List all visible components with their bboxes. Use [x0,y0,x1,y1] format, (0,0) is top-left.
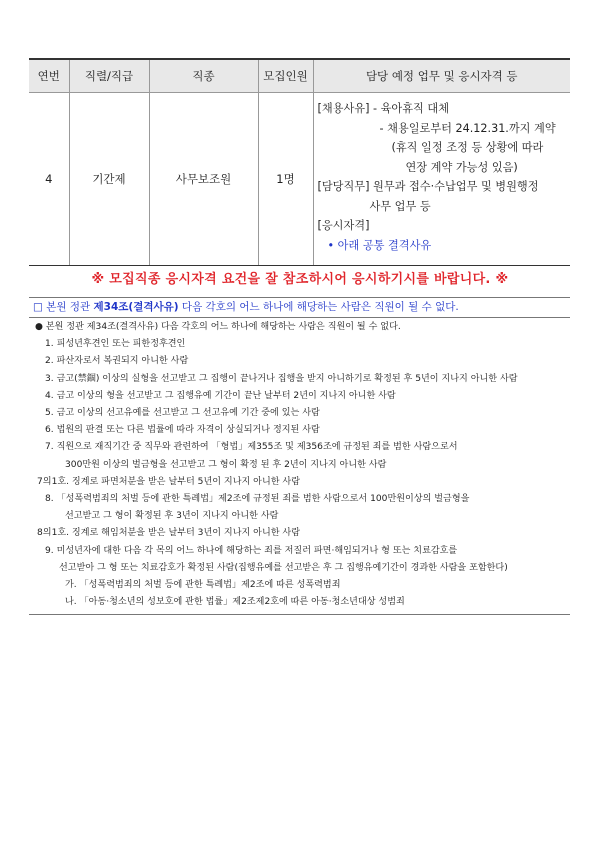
duty-line: 사무 업무 등 [369,199,431,213]
cell-type: 사무보조원 [149,93,258,266]
cell-no: 4 [29,93,69,266]
duty-line: (휴직 일정 조정 등 상황에 따라 [391,141,544,154]
header-prefix: □ 본원 정관 [33,301,94,313]
disqualification-box [29,297,570,615]
list-item: 가. 「성폭력범죄의 처벌 등에 관한 특례법」제2조에 따른 성폭력범죄 [65,580,341,591]
list-item: 300만원 이상의 벌금형을 선고받고 그 형이 확정 된 후 2년이 지나지 아니한 사람 [65,459,387,470]
list-item: 3. 금고(禁錮) 이상의 실형을 선고받고 그 집행이 끝나거나 집행을 받지 아니하기로 확정된 후 5년이 지나지 아니한 사람 [45,373,518,384]
cell-count: 1명 [258,93,313,266]
header-count: 모집인원 [258,59,313,93]
list-item: 5. 금고 이상의 선고유예를 선고받고 그 선고유예 기간 중에 있는 사람 [45,408,320,419]
header-no: 연번 [29,59,69,93]
list-item: 7. 직원으로 재직기간 중 직무와 관련하여 「형법」제355조 및 제356조에 규정된 죄를 범한 사람으로서 [45,442,458,453]
list-item: 6. 법원의 판결 또는 다른 법률에 따라 자격이 상실되거나 정지된 사람 [45,425,320,436]
duty-line: [응시자격] [317,219,370,232]
header-series: 직렬/직급 [69,59,149,93]
list-item: 4. 금고 이상의 형을 선고받고 그 집행유예 기간이 끝난 날부터 2년이 지나지 아니한 사람 [45,390,396,401]
cell-duty [313,93,570,266]
list-item: 9. 미성년자에 대한 다음 각 목의 어느 하나에 해당하는 죄를 저질러 파면·해임되거나 형 또는 치료감호를 [45,545,458,556]
notice-text: ※ 모집직종 응시자격 요건을 잘 참조하시어 응시하기시를 바랍니다. ※ [91,272,509,287]
list-item: 선고받고 그 형이 확정된 후 3년이 지나지 아니한 사람 [65,511,279,522]
list-item: 7의1호. 징계로 파면처분을 받은 날부터 5년이 지나지 아니한 사람 [37,476,300,487]
list-item: 2. 파산자로서 복권되지 아니한 사람 [45,356,189,367]
list-item: 8의1호. 징계로 해임처분을 받은 날부터 3년이 지나지 아니한 사람 [37,528,300,539]
duty-line: [담당직무] 원무과 접수·수납업무 및 병원행정 [317,180,539,193]
list-item: 8. 「성폭력범죄의 처벌 등에 관한 특례법」제2조에 규정된 죄를 범한 사람으로서 100만원이상의 벌금형을 [45,494,470,505]
disqualification-list [29,318,570,615]
duty-line: [채용사유] - 육아휴직 대체 [317,102,450,115]
duty-line: • 아래 공통 결격사유 [327,238,432,252]
header-suffix: 다음 각호의 어느 하나에 해당하는 사람은 직원이 될 수 없다. [178,301,459,313]
header-duty: 담당 예정 업무 및 응시자격 등 [313,59,570,93]
disqualification-intro: ● 본원 정관 제34조(결격사유) 다음 각호의 어느 하나에 해당하는 사람은 직원이 될 수 없다. [35,322,401,332]
duty-line: - 채용일로부터 24.12.31.까지 계약 [379,121,556,135]
list-item: 나. 「아동·청소년의 성보호에 관한 법률」제2조제2호에 따른 아동·청소년대상 성범죄 [65,597,405,608]
list-item: 선고받아 그 형 또는 치료감호가 확정된 사람(집행유예를 선고받은 후 그 집행유예기간이 경과한 사람을 포함한다) [59,562,508,573]
duty-line: 연장 계약 가능성 있음) [405,160,518,174]
list-item: 1. 피성년후견인 또는 피한정후견인 [45,339,186,350]
disqualification-header [29,297,570,318]
recruitment-table [29,58,570,266]
table-header-row [29,59,570,93]
header-bold: 제34조(결격사유) [93,301,179,313]
table-row [29,93,570,266]
cell-series: 기간제 [69,93,149,266]
header-type: 직종 [149,59,258,93]
